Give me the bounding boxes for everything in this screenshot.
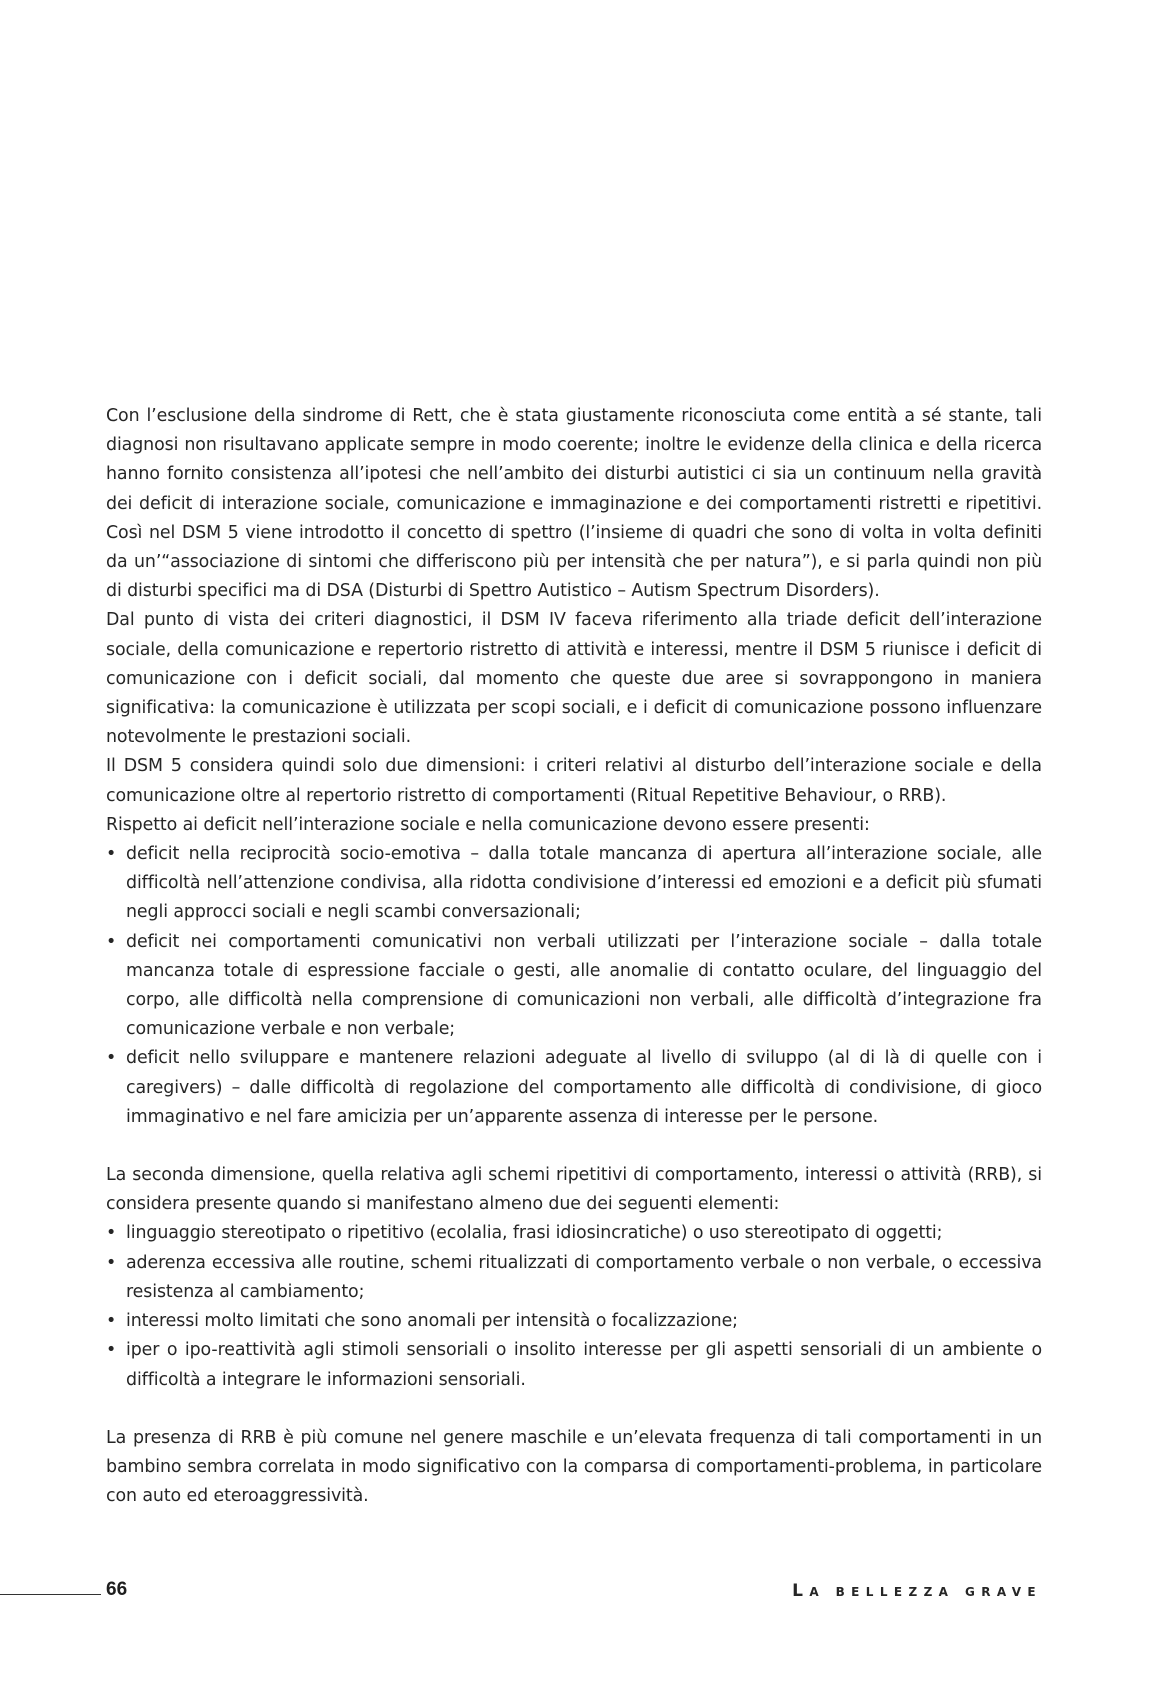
running-title-rest: A BELLEZZA GRAVE [809,1585,1042,1599]
list-item [106,1044,1042,1132]
list-item-text: iper o ipo-reattività agli stimoli sensoriali o insolito interesse per gli aspetti sensoriali di un ambiente o difficoltà a integrare le informazioni sensoriali. [126,1340,1042,1390]
list-item-text: linguaggio stereotipato o ripetitivo (ecolalia, frasi idiosincratiche) o uso stereotipato di oggetti; [126,1223,943,1244]
paragraph-social-deficits-intro: Rispetto ai deficit nell’interazione sociale e nella comunicazione devono essere presenti: [106,814,870,835]
paragraph-rett-exclusion: Con l’esclusione della sindrome di Rett, che è stata giustamente riconosciuta come entità a sé stante, tali diagnosi non risultavano applicate sempre in modo coerente; inoltre le evidenze della clinica e della ricerca hanno fornito consistenza all’ipotesi che nell’ambito dei disturbi autistici ci sia un continuum nella gravità dei deficit di interazione sociale, comunicazione e immaginazione e dei comportamenti ristretti e ripetitivi. Così nel DSM 5 viene introdotto il concetto di spettro (l’insieme di quadri che sono di volta in volta definiti da un’“associazione di sintomi che differiscono più per intensità che per natura”), e si parla quindi non più di disturbi specifici ma di DSA (Disturbi di Spettro Autistico – Autism Spectrum Disorders). [106,406,1042,602]
body-text [106,402,1042,1511]
list-item-text: deficit nei comportamenti comunicativi non verbali utilizzati per l’interazione sociale – dalla totale mancanza totale di espressione facciale o gesti, alle anomalie di contatto oculare, del linguaggio del corpo, alle difficoltà nella comprensione di comunicazioni non verbali, alle difficoltà d’integrazione fra comunicazione verbale e non verbale; [126,931,1042,1040]
bullet-icon: • [106,931,117,952]
running-title-initial: L [792,1581,810,1601]
list-item [106,1336,1042,1394]
list-item [106,1307,1042,1336]
footer-rule [0,1594,101,1595]
bullet-icon: • [106,1048,117,1069]
bullet-icon: • [106,1340,117,1361]
bullet-icon: • [106,1311,117,1332]
bullet-icon: • [106,844,117,865]
list-item-text: aderenza eccessiva alle routine, schemi ritualizzati di comportamento verbale o non verbale, o eccessiva resistenza al cambiamento; [126,1252,1042,1302]
paragraph-spacer [106,1132,1042,1161]
paragraph-rrb-prevalence: La presenza di RRB è più comune nel genere maschile e un’elevata frequenza di tali comportamenti in un bambino sembra correlata in modo significativo con la comparsa di comportamenti-problema, in particolare con auto ed eteroaggressività. [106,1427,1042,1507]
list-item [106,1219,1042,1248]
rrb-elements-list [106,1219,1042,1394]
list-item [106,1249,1042,1307]
social-deficits-list [106,840,1042,1132]
list-item-text: deficit nella reciprocità socio-emotiva – dalla totale mancanza di apertura all’interazione sociale, alle difficoltà nell’attenzione condivisa, alla ridotta condivisione d’interessi ed emozioni e a deficit più sfumati negli approcci sociali e negli scambi conversazionali; [126,844,1042,923]
paragraph-two-dimensions: Il DSM 5 considera quindi solo due dimensioni: i criteri relativi al disturbo dell’interazione sociale e della comunicazione oltre al repertorio ristretto di comportamenti (Ritual Repetitive Behaviour, o RRB). [106,756,1042,806]
paragraph-rrb-dimension: La seconda dimensione, quella relativa agli schemi ripetitivi di comportamento, interessi o attività (RRB), si considera presente quando si manifestano almeno due dei seguenti elementi: [106,1165,1042,1215]
list-item [106,840,1042,928]
list-item-text: deficit nello sviluppare e mantenere relazioni adeguate al livello di sviluppo (al di là di quelle con i caregivers) – dalle difficoltà di regolazione del comportamento alle difficoltà di condivisione, di gioco immaginativo e nel fare amicizia per un’apparente assenza di interesse per le persone. [126,1048,1042,1127]
bullet-icon: • [106,1223,117,1244]
bullet-icon: • [106,1252,117,1273]
paragraph-spacer [106,1395,1042,1424]
page-number: 66 [106,1579,128,1600]
list-item [106,928,1042,1045]
paragraph-diagnostic-criteria: Dal punto di vista dei criteri diagnostici, il DSM IV faceva riferimento alla triade deficit dell’interazione sociale, della comunicazione e repertorio ristretto di attività e interessi, mentre il DSM 5 riunisce i deficit di comunicazione con i deficit sociali, dal momento che queste due aree si sovrappongono in maniera significativa: la comunicazione è utilizzata per scopi sociali, e i deficit di comunicazione possono influenzare notevolmente le prestazioni sociali. [106,610,1042,748]
list-item-text: interessi molto limitati che sono anomali per intensità o focalizzazione; [126,1311,738,1332]
running-title [792,1580,1042,1603]
